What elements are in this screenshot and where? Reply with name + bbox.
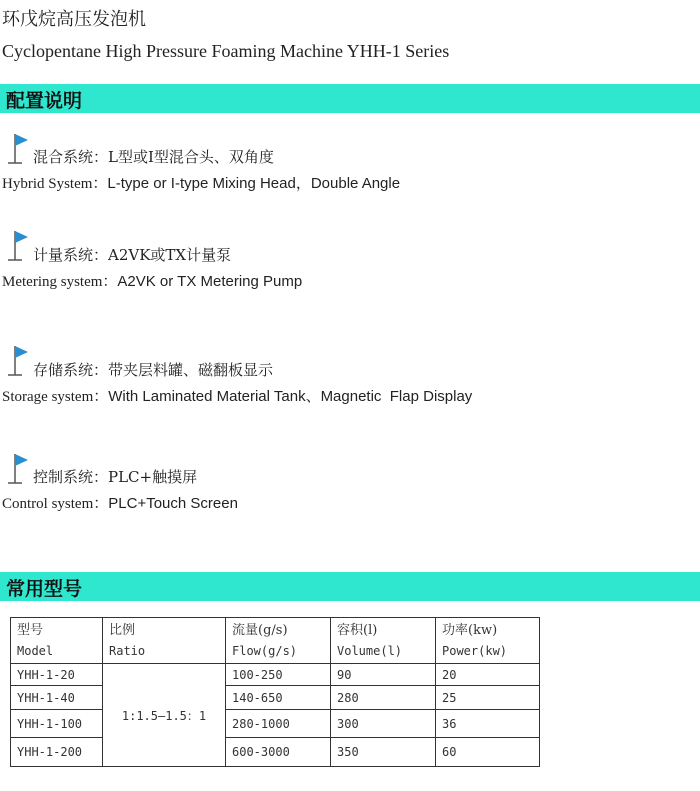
cell-model: YHH-1-40 xyxy=(11,686,103,710)
control-system-cn: 控制系统：PLC+触摸屏 xyxy=(33,468,198,486)
cell-volume: 350 xyxy=(331,738,436,767)
config-section-band xyxy=(0,84,700,113)
cell-flow: 140-650 xyxy=(226,686,331,710)
control-system-en xyxy=(2,493,238,514)
cell-model: YHH-1-100 xyxy=(11,710,103,738)
cell-power: 25 xyxy=(436,686,540,710)
page-title-en: Cyclopentane High Pressure Foaming Machine YHH-1 Series xyxy=(2,41,450,61)
table-header-row xyxy=(11,618,540,664)
table-row xyxy=(11,710,540,738)
cell-flow: 280-1000 xyxy=(226,710,331,738)
page-title-cn: 环戊烷高压发泡机 xyxy=(2,9,146,30)
models-table xyxy=(10,617,540,767)
config-section-heading: 配置说明 xyxy=(6,90,83,112)
cell-volume: 280 xyxy=(331,686,436,710)
hybrid-system-label: Hybrid System： xyxy=(2,176,108,192)
cell-model: YHH-1-20 xyxy=(11,664,103,686)
table-row xyxy=(11,738,540,767)
cell-volume: 90 xyxy=(331,664,436,686)
header-model: 型号 Model xyxy=(11,618,103,664)
storage-system-label: Storage system： xyxy=(2,389,109,405)
cell-power: 60 xyxy=(436,738,540,767)
metering-system-value: A2VK or TX Metering Pump xyxy=(117,273,303,290)
flag-icon xyxy=(6,229,32,263)
cell-flow: 600-3000 xyxy=(226,738,331,767)
hybrid-system-en xyxy=(2,173,400,194)
cell-volume: 300 xyxy=(331,710,436,738)
metering-system-label: Metering system： xyxy=(2,274,118,290)
cell-flow: 100-250 xyxy=(226,664,331,686)
control-system-label: Control system： xyxy=(2,496,109,512)
header-power: 功率(kw) Power(kw) xyxy=(436,618,540,664)
models-section-band xyxy=(0,572,700,601)
storage-system-value: With Laminated Material Tank、Magnetic Flap Display xyxy=(108,388,473,405)
metering-system-en xyxy=(2,271,302,292)
header-volume: 容积(l) Volume(l) xyxy=(331,618,436,664)
models-section-heading: 常用型号 xyxy=(6,578,83,600)
table-row xyxy=(11,686,540,710)
header-ratio: 比例 Ratio xyxy=(103,618,226,664)
header-flow: 流量(g/s) Flow(g/s) xyxy=(226,618,331,664)
cell-ratio: 1:1.5—1.5：1 xyxy=(103,664,226,767)
storage-system-cn: 存储系统：带夹层料罐、磁翻板显示 xyxy=(33,361,274,379)
hybrid-system-cn: 混合系统：L型或I型混合头、双角度 xyxy=(33,148,274,166)
control-system-value: PLC+Touch Screen xyxy=(108,495,238,512)
storage-system-en xyxy=(2,386,472,407)
metering-system-cn: 计量系统：A2VK或TX计量泵 xyxy=(33,246,232,264)
cell-power: 20 xyxy=(436,664,540,686)
flag-icon xyxy=(6,344,32,378)
flag-icon xyxy=(6,452,32,486)
table-row xyxy=(11,664,540,686)
hybrid-system-value: L-type or I-type Mixing Head，Double Angle xyxy=(107,175,401,192)
cell-power: 36 xyxy=(436,710,540,738)
cell-model: YHH-1-200 xyxy=(11,738,103,767)
flag-icon xyxy=(6,132,32,166)
